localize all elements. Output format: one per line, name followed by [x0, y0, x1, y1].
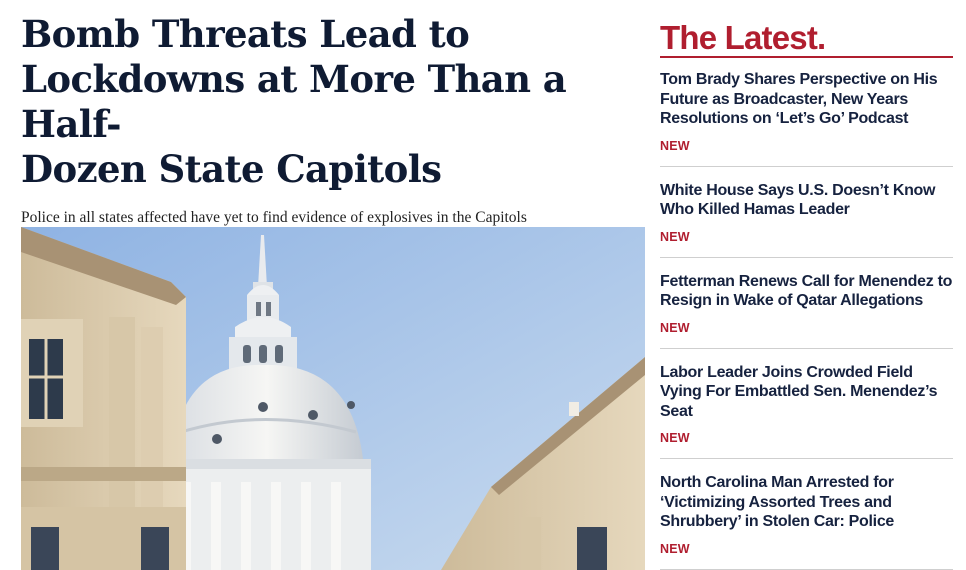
news-item	[660, 167, 953, 258]
new-badge: NEW	[660, 138, 690, 153]
news-item-link[interactable]: Tom Brady Shares Perspective on His Future as Broadcaster, New Years Resolutions on ‘Let’s Go’ Podcast	[660, 71, 938, 127]
news-item	[660, 58, 953, 167]
article-header	[21, 0, 645, 258]
new-badge: NEW	[660, 541, 690, 556]
capitol-dome-illustration	[21, 227, 645, 570]
article-headline: Bomb Threats Lead to Lockdowns at More Than a Half- Dozen State Capitols	[21, 12, 567, 191]
new-badge: NEW	[660, 229, 690, 244]
news-item-link[interactable]: White House Says U.S. Doesn’t Know Who Killed Hamas Leader	[660, 181, 936, 218]
news-item-link[interactable]: Labor Leader Joins Crowded Field Vying For Embattled Sen. Menendez’s Seat	[660, 363, 938, 420]
article-dek: Police in all states affected have yet to find evidence of explosives in the Capitols	[21, 209, 527, 226]
news-item	[660, 459, 953, 570]
news-item	[660, 349, 953, 460]
news-item-link[interactable]: North Carolina Man Arrested for ‘Victimizing Assorted Trees and Shrubbery’ in Stolen Car: Police	[660, 474, 895, 530]
hero-image	[21, 227, 645, 570]
news-item-link[interactable]: Fetterman Renews Call for Menendez to Resign in Wake of Qatar Allegations	[660, 272, 953, 309]
sidebar-title: The Latest.	[660, 20, 953, 58]
news-item	[660, 258, 953, 349]
latest-news-sidebar	[660, 0, 953, 570]
new-badge: NEW	[660, 320, 690, 335]
new-badge: NEW	[660, 431, 690, 445]
